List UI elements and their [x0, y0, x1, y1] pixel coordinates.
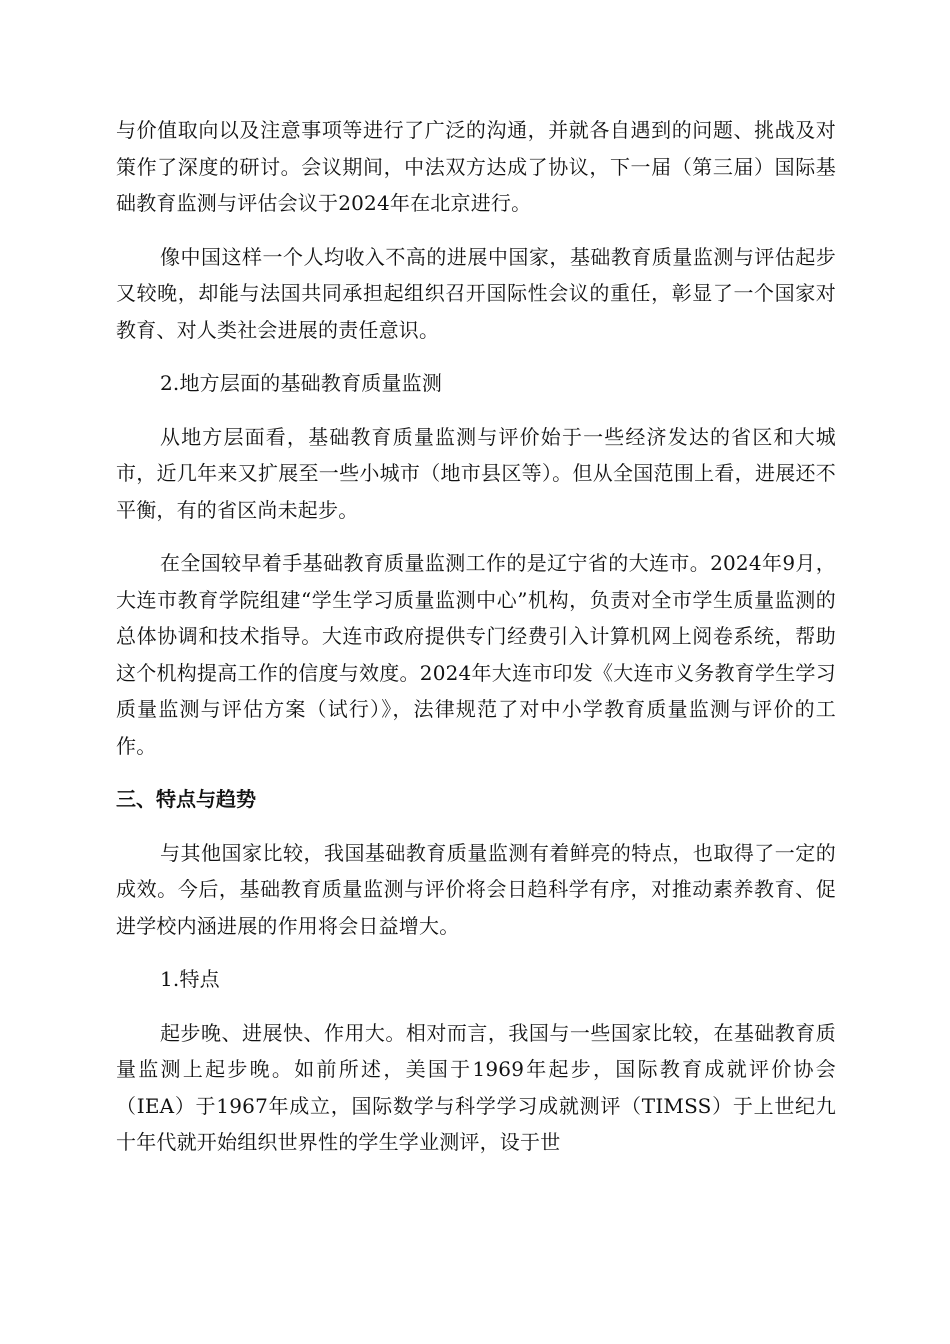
subheading-features: 1.特点	[160, 967, 220, 991]
section-heading-features-trends: 三、特点与趋势	[116, 787, 256, 811]
paragraph-local-level: 从地方层面看，基础教育质量监测与评价始于一些经济发达的省区和大城市，近几年来又扩展至一些小城市（地市县区等）。但从全国范围上看，进展还不平衡，有的省区尚未起步。	[116, 424, 836, 522]
paragraph-features-intro: 与其他国家比较，我国基础教育质量监测有着鲜亮的特点，也取得了一定的成效。今后，基础教育质量监测与评价将会日趋科学有序，对推动素养教育、促进学校内涵进展的作用将会日益增大。	[116, 840, 836, 938]
paragraph-late-start: 起步晚、进展快、作用大。相对而言，我国与一些国家比较，在基础教育质量监测上起步晚。如前所述，美国于1969年起步，国际教育成就评价协会（IEA）于1967年成立，国际数学与科学学习成就测评（TIMSS）于上世纪九十年代就开始组织世界性的学生学业测评，设于世	[116, 1020, 836, 1154]
paragraph-continuation: 与价值取向以及注意事项等进行了广泛的沟通，并就各自遇到的问题、挑战及对策作了深度的研讨。会议期间，中法双方达成了协议，下一届（第三届）国际基础教育监测与评估会议于2024年在北京进行。	[116, 118, 836, 215]
paragraph-dalian: 在全国较早着手基础教育质量监测工作的是辽宁省的大连市。2024年9月，大连市教育学院组建“学生学习质量监测中心”机构，负责对全市学生质量监测的总体协调和技术指导。大连市政府提供专门经费引入计算机网上阅卷系统，帮助这个机构提高工作的信度与效度。2024年大连市印发《大连市义务教育学生学习质量监测与评估方案（试行）》，法律规范了对中小学教育质量监测与评价的工作。	[116, 551, 836, 758]
subheading-local-level: 2.地方层面的基础教育质量监测	[160, 371, 443, 395]
paragraph-china-significance: 像中国这样一个人均收入不高的进展中国家，基础教育质量监测与评估起步又较晚，却能与法国共同承担起组织召开国际性会议的重任，彰显了一个国家对教育、对人类社会进展的责任意识。	[116, 244, 836, 342]
document-body	[116, 112, 836, 1161]
